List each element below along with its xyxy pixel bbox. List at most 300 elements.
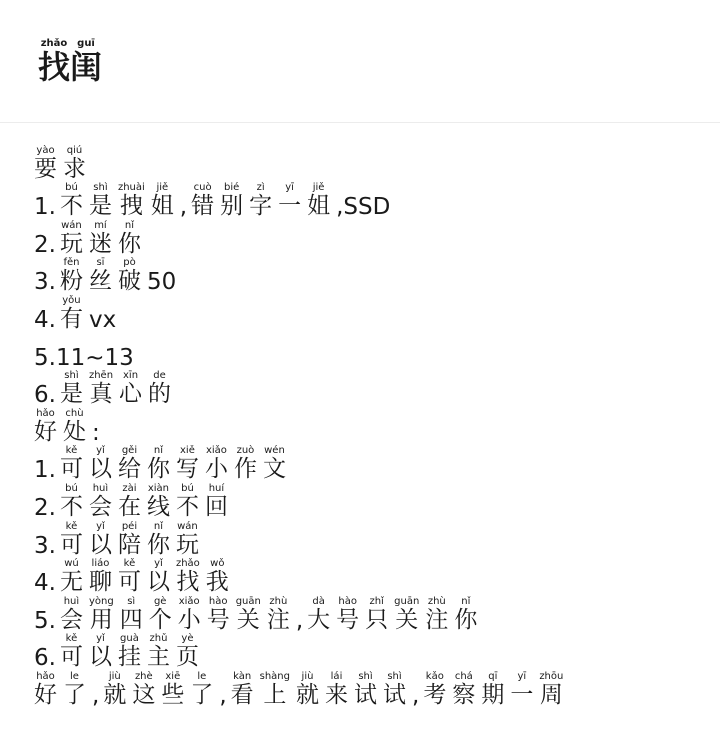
hanzi: 一 — [510, 681, 534, 708]
hanzi: 闺 — [70, 48, 103, 86]
hanzi: 看 — [230, 681, 254, 708]
ruby-char — [63, 145, 86, 183]
pinyin: zài — [117, 482, 141, 494]
hanzi: 周 — [539, 681, 564, 708]
pinyin: zhǎo — [38, 38, 70, 49]
pinyin: guà — [117, 633, 141, 645]
ruby-char — [60, 558, 83, 596]
hanzi: 给 — [117, 456, 141, 483]
text-line — [34, 145, 720, 183]
ruby-char — [307, 182, 330, 220]
pinyin: wán — [59, 219, 83, 231]
pinyin: hào — [336, 595, 360, 607]
hanzi: 求 — [63, 155, 86, 182]
pinyin: gè — [148, 595, 172, 607]
text-line — [34, 671, 720, 709]
pinyin: bú — [59, 182, 83, 194]
ruby-char — [178, 596, 201, 634]
pinyin: wán — [175, 520, 199, 532]
ruby-char — [325, 671, 348, 709]
pinyin: zhù — [425, 595, 449, 607]
pinyin: shì — [88, 182, 112, 194]
text-line — [34, 258, 720, 296]
plain-text: 6. — [34, 382, 56, 409]
plain-text: 6. — [34, 645, 56, 672]
hanzi: 是 — [59, 381, 83, 408]
ruby-char — [148, 370, 171, 408]
plain-text: vx — [88, 306, 117, 333]
pinyin: xiǎo — [204, 445, 228, 457]
pinyin: yǐ — [88, 520, 112, 532]
hanzi: 关 — [394, 606, 420, 633]
ruby-char — [34, 671, 57, 709]
hanzi: 以 — [88, 644, 112, 671]
hanzi: 就 — [296, 681, 319, 708]
ruby-char — [452, 671, 475, 709]
hanzi: 用 — [88, 606, 114, 633]
hanzi: 来 — [325, 681, 348, 708]
ruby-char — [132, 671, 155, 709]
ruby-char — [89, 445, 112, 483]
hanzi: 别 — [220, 193, 244, 220]
hanzi: 聊 — [88, 569, 112, 596]
pinyin: bú — [59, 482, 83, 494]
text-line — [34, 634, 720, 672]
ruby-char — [161, 671, 184, 709]
ruby-char — [307, 596, 330, 634]
hanzi: 玩 — [59, 230, 83, 257]
ruby-char — [383, 671, 406, 709]
hanzi: 作 — [233, 456, 257, 483]
plain-text: 4. — [34, 306, 56, 333]
pinyin: jiù — [296, 670, 319, 682]
pinyin: nǐ — [146, 520, 170, 532]
pinyin: zhuài — [117, 182, 145, 194]
hanzi: 拽 — [117, 193, 145, 220]
hanzi: 错 — [191, 193, 215, 220]
pinyin: zhǐ — [365, 595, 389, 607]
hanzi: 上 — [259, 681, 290, 708]
hanzi: 挂 — [117, 644, 141, 671]
ruby-char — [205, 445, 228, 483]
pinyin: huì — [88, 482, 112, 494]
hanzi: 的 — [148, 381, 172, 408]
pinyin: de — [148, 370, 172, 382]
pinyin: yè — [175, 633, 199, 645]
pinyin: le — [190, 670, 214, 682]
plain-text: 5. — [34, 607, 56, 634]
hanzi: 无 — [59, 569, 83, 596]
ruby-char — [147, 558, 170, 596]
pinyin: bié — [220, 182, 244, 194]
hanzi: 你 — [454, 606, 478, 633]
ruby-char — [60, 596, 83, 634]
ruby-char — [191, 182, 214, 220]
plain-text: 4. — [34, 570, 56, 597]
post-body — [0, 123, 720, 709]
pinyin: sī — [88, 257, 112, 269]
hanzi: 号 — [206, 606, 230, 633]
hanzi: 线 — [146, 493, 170, 520]
hanzi: 破 — [117, 268, 141, 295]
pinyin: shì — [354, 670, 377, 682]
hanzi: 大 — [307, 606, 331, 633]
hanzi: 陪 — [117, 531, 141, 558]
hanzi: 在 — [117, 493, 141, 520]
pinyin: guān — [235, 595, 261, 607]
hanzi: 号 — [336, 606, 360, 633]
pinyin: yòng — [88, 595, 114, 607]
ruby-char — [220, 182, 243, 220]
page-title — [38, 38, 102, 88]
ruby-char — [454, 596, 477, 634]
pinyin: péi — [117, 520, 141, 532]
ruby-char — [481, 671, 504, 709]
ruby-char — [365, 596, 388, 634]
ruby-char — [147, 483, 170, 521]
ruby-char — [89, 521, 112, 559]
text-line — [34, 559, 720, 597]
ruby-char — [176, 558, 200, 596]
hanzi: 小 — [204, 456, 228, 483]
hanzi: 了 — [63, 681, 86, 708]
hanzi: 心 — [119, 381, 143, 408]
pinyin: nǐ — [117, 219, 141, 231]
pinyin: yī — [510, 670, 534, 682]
ruby-char — [89, 220, 112, 258]
plain-text: , — [179, 194, 188, 221]
hanzi: 注 — [425, 606, 449, 633]
pinyin: hǎo — [34, 670, 57, 682]
ruby-char — [234, 445, 257, 483]
plain-text: , — [219, 682, 227, 709]
ruby-char — [176, 445, 199, 483]
plain-text: 1. — [34, 194, 56, 221]
hanzi: 是 — [88, 193, 112, 220]
plain-text: 50 — [146, 269, 177, 296]
hanzi: 可 — [59, 456, 83, 483]
ruby-char — [103, 671, 126, 709]
text-line — [34, 446, 720, 484]
hanzi: 主 — [146, 644, 170, 671]
hanzi: 试 — [354, 681, 377, 708]
ruby-char — [63, 671, 86, 709]
ruby-char — [149, 596, 172, 634]
pinyin: jiù — [103, 670, 127, 682]
hanzi: 会 — [88, 493, 112, 520]
pinyin: jiě — [150, 182, 174, 194]
text-line — [34, 408, 720, 446]
ruby-char — [63, 408, 86, 446]
ruby-char — [510, 671, 533, 709]
pinyin: le — [63, 670, 86, 682]
text-line — [34, 220, 720, 258]
ruby-char — [236, 596, 261, 634]
ruby-char — [60, 182, 83, 220]
hanzi: 丝 — [88, 268, 112, 295]
plain-text: , — [295, 607, 304, 634]
plain-text: , — [412, 682, 420, 709]
ruby-char — [118, 521, 141, 559]
pinyin: jiě — [307, 182, 331, 194]
ruby-char — [296, 671, 319, 709]
ruby-char — [147, 445, 170, 483]
ruby-char — [176, 521, 199, 559]
ruby-char — [60, 483, 83, 521]
hanzi: 可 — [59, 644, 83, 671]
ruby-char — [118, 483, 141, 521]
text-line — [34, 295, 720, 333]
hanzi: 这 — [132, 681, 156, 708]
header — [0, 0, 720, 123]
hanzi: 文 — [262, 456, 286, 483]
hanzi: 可 — [117, 569, 141, 596]
ruby-char — [425, 596, 448, 634]
pinyin: zì — [249, 182, 273, 194]
pinyin: gěi — [117, 445, 141, 457]
plain-text: 3. — [34, 532, 56, 559]
pinyin: kě — [59, 445, 83, 457]
pinyin: xīn — [119, 370, 143, 382]
ruby-char — [118, 220, 141, 258]
hanzi: 试 — [383, 681, 406, 708]
ruby-char — [120, 596, 143, 634]
ruby-char — [60, 295, 83, 333]
hanzi: 你 — [117, 230, 141, 257]
hanzi: 会 — [59, 606, 83, 633]
ruby-char — [118, 558, 141, 596]
ruby-char — [118, 445, 141, 483]
hanzi: 粉 — [59, 268, 83, 295]
ruby-char — [205, 483, 228, 521]
pinyin: kǎo — [423, 670, 447, 682]
ruby-char — [118, 257, 141, 295]
ruby-char — [89, 596, 114, 634]
pinyin: shì — [59, 370, 83, 382]
pinyin: qī — [481, 670, 505, 682]
ruby-char — [147, 633, 170, 671]
hanzi: 你 — [146, 531, 170, 558]
pinyin: sì — [119, 595, 143, 607]
hanzi: 可 — [59, 531, 83, 558]
ruby-char — [118, 633, 141, 671]
ruby-char — [60, 257, 83, 295]
ruby-char — [267, 596, 290, 634]
pinyin: lái — [325, 670, 348, 682]
ruby-char — [60, 445, 83, 483]
pinyin: guī — [70, 38, 103, 49]
ruby-char — [176, 483, 199, 521]
hanzi: 小 — [177, 606, 201, 633]
plain-text: 3. — [34, 269, 56, 296]
text-line — [34, 371, 720, 409]
hanzi: 要 — [34, 155, 57, 182]
hanzi: 以 — [146, 569, 170, 596]
plain-text: : — [92, 419, 100, 446]
pinyin: cuò — [191, 182, 215, 194]
ruby-char — [147, 521, 170, 559]
ruby-char — [176, 633, 199, 671]
pinyin: mí — [88, 219, 112, 231]
pinyin: chù — [63, 407, 86, 419]
hanzi: 注 — [266, 606, 290, 633]
pinyin: huì — [59, 595, 83, 607]
ruby-char — [278, 182, 301, 220]
hanzi: 以 — [88, 456, 112, 483]
hanzi: 我 — [205, 569, 229, 596]
pinyin: chá — [452, 670, 476, 682]
pinyin: wú — [59, 558, 83, 570]
hanzi: 一 — [278, 193, 302, 220]
ruby-char — [89, 182, 112, 220]
pinyin: huí — [204, 482, 228, 494]
ruby-char — [260, 671, 290, 709]
pinyin: yǐ — [88, 633, 112, 645]
pinyin: zhōu — [539, 670, 564, 682]
hanzi: 期 — [481, 681, 505, 708]
pinyin: zhǎo — [175, 558, 200, 570]
ruby-char — [336, 596, 359, 634]
plain-text: 5.11~13 — [34, 344, 134, 371]
hanzi: 回 — [204, 493, 228, 520]
ruby-char — [38, 38, 71, 86]
ruby-char — [207, 596, 230, 634]
pinyin: zhǔ — [146, 633, 170, 645]
pinyin: zuò — [233, 445, 257, 457]
hanzi: 了 — [190, 681, 214, 708]
pinyin: yī — [278, 182, 302, 194]
hanzi: 找 — [38, 48, 71, 86]
text-line — [34, 596, 720, 634]
ruby-char — [60, 370, 83, 408]
hanzi: 真 — [88, 381, 114, 408]
ruby-char — [249, 182, 272, 220]
hanzi: 页 — [175, 644, 199, 671]
pinyin: kàn — [230, 670, 254, 682]
pinyin: shàng — [259, 670, 290, 682]
pinyin: liáo — [88, 558, 112, 570]
ruby-char — [119, 370, 142, 408]
hanzi: 察 — [452, 681, 476, 708]
hanzi: 不 — [175, 493, 199, 520]
pinyin: zhēn — [88, 370, 114, 382]
hanzi: 姐 — [307, 193, 331, 220]
ruby-char — [89, 257, 112, 295]
hanzi: 处 — [63, 418, 86, 445]
hanzi: 迷 — [88, 230, 112, 257]
pinyin: nǐ — [454, 595, 478, 607]
pinyin: zhè — [132, 670, 156, 682]
pinyin: yǒu — [59, 294, 83, 306]
hanzi: 个 — [148, 606, 172, 633]
hanzi: 四 — [119, 606, 143, 633]
hanzi: 不 — [59, 193, 83, 220]
ruby-char — [394, 596, 419, 634]
ruby-char — [151, 182, 174, 220]
pinyin: wǒ — [205, 558, 229, 570]
hanzi: 找 — [175, 569, 200, 596]
plain-text: 1. — [34, 457, 56, 484]
ruby-char — [89, 370, 113, 408]
ruby-char — [263, 445, 286, 483]
plain-text: , — [92, 682, 100, 709]
pinyin: xiàn — [146, 482, 170, 494]
pinyin: kě — [117, 558, 141, 570]
pinyin: bú — [175, 482, 199, 494]
plain-text: 2. — [34, 494, 56, 521]
plain-text: 2. — [34, 231, 56, 258]
text-line — [34, 183, 720, 221]
hanzi: 好 — [34, 418, 57, 445]
pinyin: dà — [307, 595, 331, 607]
pinyin: yào — [34, 144, 57, 156]
hanzi: 写 — [175, 456, 199, 483]
ruby-char — [354, 671, 377, 709]
ruby-char — [34, 408, 57, 446]
text-line — [34, 333, 720, 371]
hanzi: 姐 — [150, 193, 174, 220]
hanzi: 不 — [59, 493, 83, 520]
pinyin: wén — [262, 445, 286, 457]
pinyin: xiē — [161, 670, 185, 682]
hanzi: 好 — [34, 681, 57, 708]
ruby-char — [60, 220, 83, 258]
pinyin: hǎo — [34, 407, 57, 419]
hanzi: 只 — [365, 606, 389, 633]
hanzi: 就 — [103, 681, 127, 708]
pinyin: nǐ — [146, 445, 170, 457]
pinyin: hào — [206, 595, 230, 607]
ruby-char — [539, 671, 563, 709]
hanzi: 以 — [88, 531, 112, 558]
pinyin: zhù — [266, 595, 290, 607]
pinyin: yǐ — [146, 558, 170, 570]
text-line — [34, 521, 720, 559]
hanzi: 你 — [146, 456, 170, 483]
hanzi: 考 — [423, 681, 447, 708]
pinyin: pò — [117, 257, 141, 269]
ruby-char — [60, 633, 83, 671]
ruby-char — [231, 671, 254, 709]
pinyin: qiú — [63, 144, 86, 156]
pinyin: kě — [59, 520, 83, 532]
pinyin: xiǎo — [177, 595, 201, 607]
pinyin: shì — [383, 670, 406, 682]
pinyin: guān — [394, 595, 420, 607]
plain-text: ,SSD — [336, 194, 391, 221]
ruby-char — [89, 558, 112, 596]
ruby-char — [190, 671, 213, 709]
ruby-char — [89, 483, 112, 521]
pinyin: fěn — [59, 257, 83, 269]
ruby-char — [34, 145, 57, 183]
ruby-char — [70, 38, 103, 86]
pinyin: kě — [59, 633, 83, 645]
ruby-char — [206, 558, 229, 596]
pinyin: yǐ — [88, 445, 112, 457]
ruby-char — [60, 521, 83, 559]
pinyin: xiě — [175, 445, 199, 457]
ruby-char — [89, 633, 112, 671]
ruby-char — [423, 671, 446, 709]
hanzi: 些 — [161, 681, 185, 708]
hanzi: 有 — [59, 305, 83, 332]
hanzi: 关 — [235, 606, 261, 633]
text-line — [34, 483, 720, 521]
hanzi: 玩 — [175, 531, 199, 558]
hanzi: 字 — [249, 193, 273, 220]
ruby-char — [118, 182, 145, 220]
